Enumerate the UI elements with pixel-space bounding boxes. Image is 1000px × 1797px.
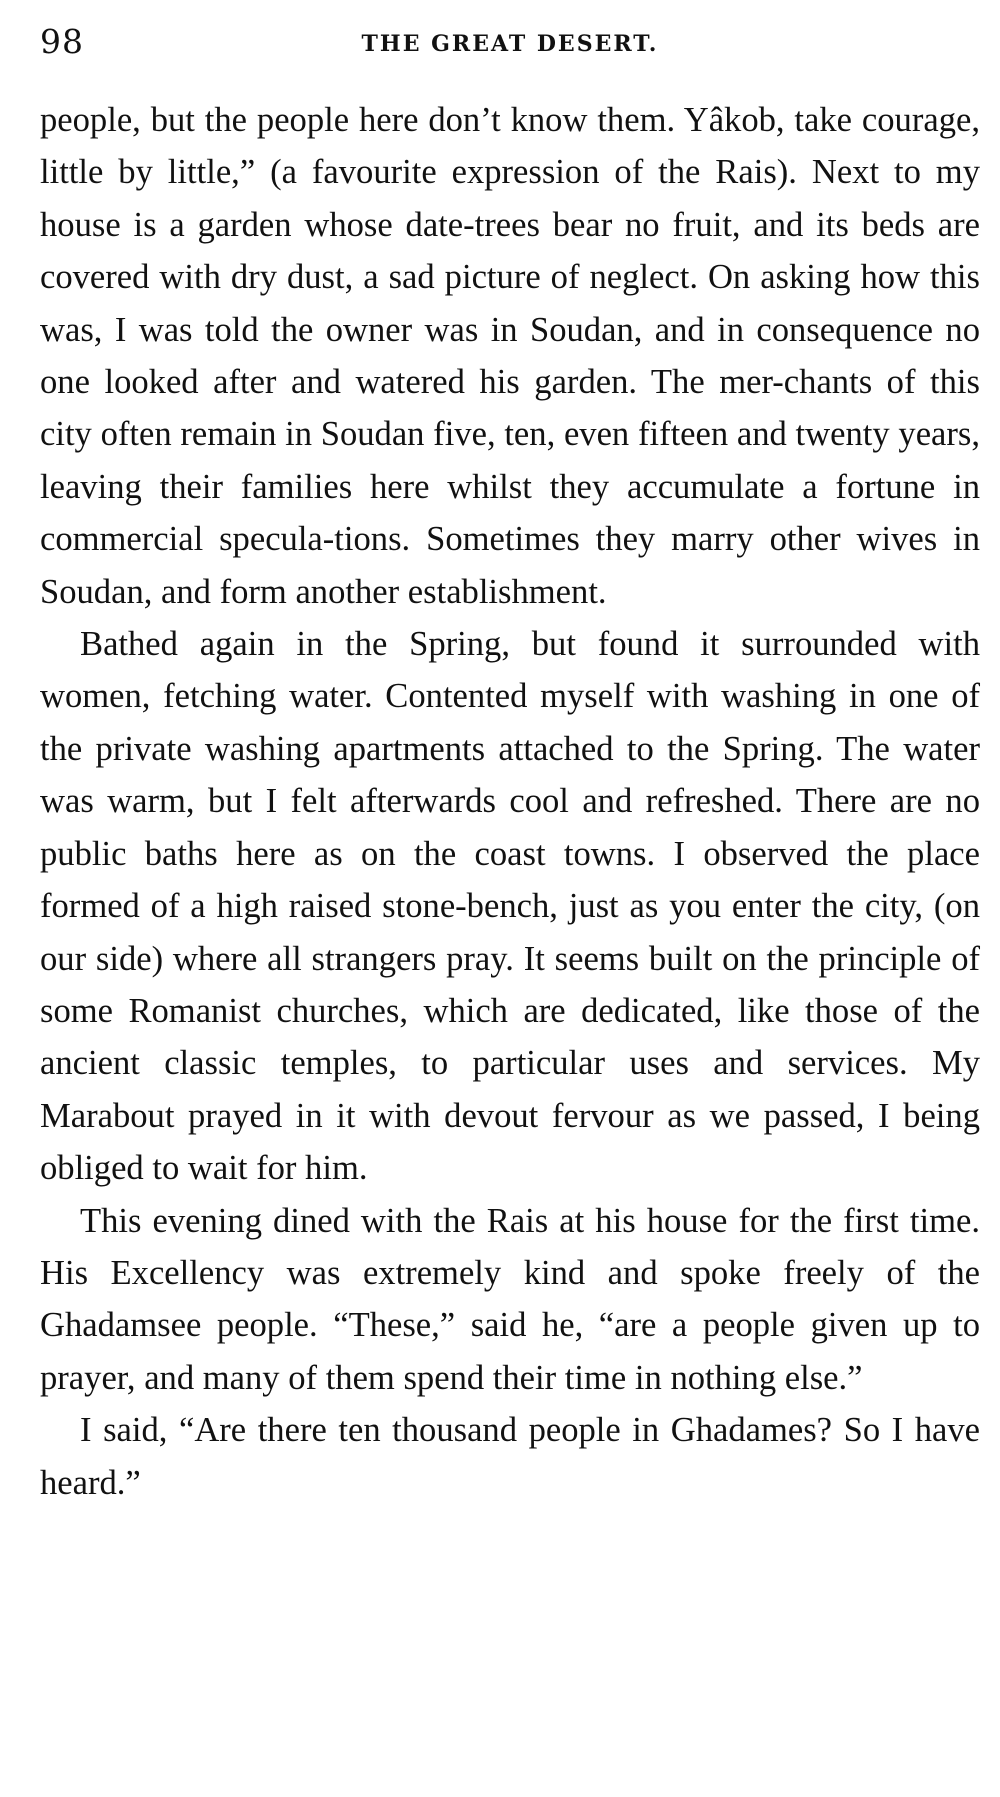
paragraph-ghadames-question: I said, “Are there ten thousand people in Ghadames? So I have heard.” bbox=[40, 1411, 980, 1502]
paragraph-spring-bath: Bathed again in the Spring, but found it surrounded with women, fetching water. Contented myself with washing in one of the private washing apartments attached to the Spring. The water was warm, but I felt afterwards cool and refreshed. There are no public baths here as on the coast towns. I observed the place formed of a high raised stone-bench, just as you enter the city, (on our side) where all strangers pray. It seems built on the principle of some Romanist churches, which are dedicated, like those of the ancient classic temples, to particular uses and services. My Marabout prayed in it with devout fervour as we passed, I being obliged to wait for him. bbox=[40, 625, 980, 1188]
body-text bbox=[40, 94, 980, 1509]
running-head bbox=[40, 18, 980, 68]
paragraph-dinner-with-rais: This evening dined with the Rais at his house for the first time. His Excellency was extremely kind and spoke freely of the Ghadamsee people. “These,” said he, “are a people given up to prayer, and many of them spend their time in nothing else.” bbox=[40, 1201, 980, 1397]
page-number: 98 bbox=[40, 22, 84, 61]
running-title: THE GREAT DESERT. bbox=[361, 31, 659, 57]
paragraph-continuation: people, but the people here don’t know them. Yâkob, take courage, little by little,” (a favourite expression of the Rais). Next to my house is a garden whose date-trees bear no fruit, and its beds are covered with dry dust, a sad picture of neglect. On asking how this was, I was told the owner was in Soudan, and in consequence no one looked after and watered his garden. The mer-chants of this city often remain in Soudan five, ten, even fifteen and twenty years, leaving their families here whilst they accumulate a fortune in commercial specula-tions. Sometimes they marry other wives in Soudan, and form another establishment. bbox=[40, 101, 980, 611]
